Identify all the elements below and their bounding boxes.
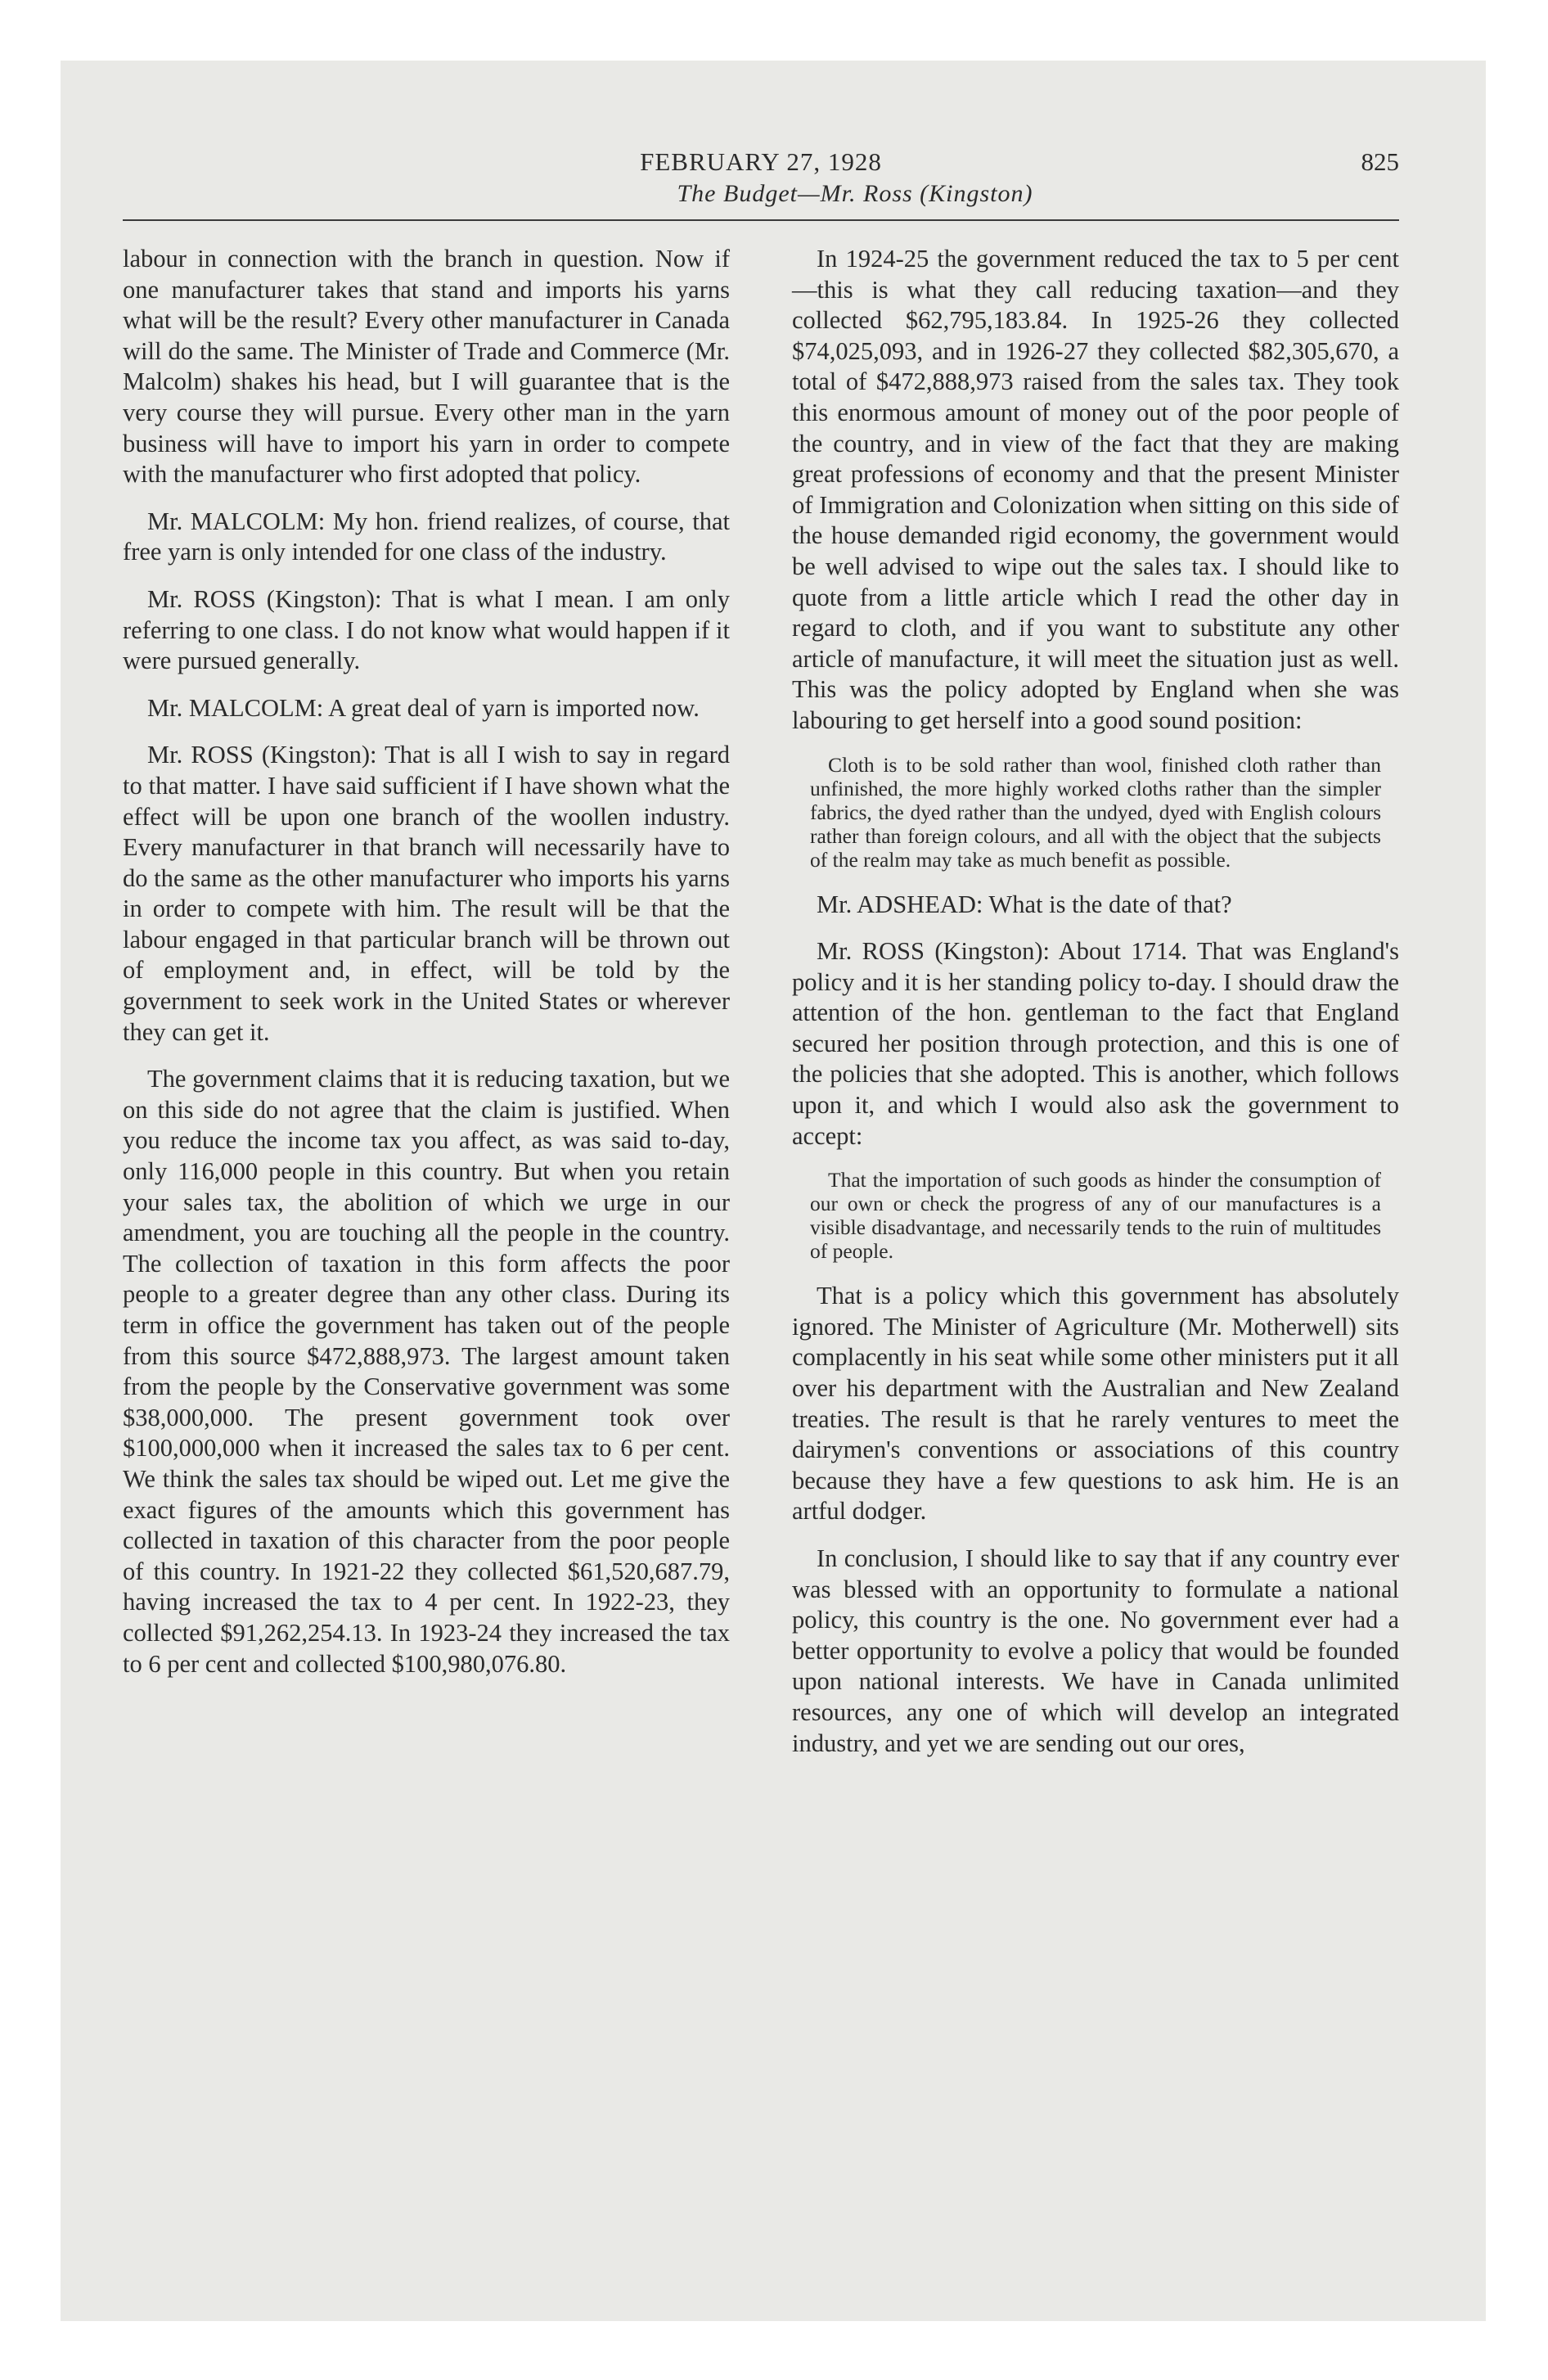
header-subtitle: The Budget—Mr. Ross (Kingston) bbox=[677, 180, 1033, 207]
hansard-page bbox=[123, 147, 1399, 2259]
paragraph: Mr. ROSS (Kingston): That is all I wish to say in regard to that matter. I have said sufficient if I have shown what the effect will be upon one branch of the woollen industry. Every manufacturer in that branch will necessarily have to do the same as the other manufacturer who imports his yarns in order to compete with him. The result will be that the labour engaged in that particular branch will be thrown out of employment and, in effect, will be told by the government to seek work in the United States or wherever they can get it. bbox=[123, 741, 730, 1046]
paragraph: Mr. ROSS (Kingston): About 1714. That was England's policy and it is her standing policy to-day. I should draw the attention of the hon. gentleman to the fact that England secured her position through protection, and this is one of the policies that she adopted. This is another, which follows upon it, and which I would also ask the government to accept: bbox=[792, 937, 1399, 1150]
right-column bbox=[792, 244, 1399, 1775]
paragraph: In 1924-25 the government reduced the tax to 5 per cent—this is what they call reducing taxation—and they collected $62,795,183.84. In 1925-26 they collected $74,025,093, and in 1926-27 they collected $82,305,670, a total of $472,888,973 raised from the sales tax. They took this enormous amount of money out of the poor people of the country, and in view of the fact that they are making great professions of economy and that the present Minister of Immigration and Colonization when sitting on this side of the house demanded rigid economy, the government would be well advised to wipe out the sales tax. I should like to quote from a little article which I read the other day in regard to cloth, and if you want to substitute any other article of manufacture, it will meet the situation just as well. This was the policy adopted by England when she was labouring to get herself into a good sound position: bbox=[792, 245, 1399, 734]
block-quote: Cloth is to be sold rather than wool, finished cloth rather than unfinished, the more highly worked cloths rather than the simpler fabrics, the dyed rather than the undyed, dyed with English colours rather than foreign colours, and all with the object that the subjects of the realm may take as much benefit as possible. bbox=[810, 752, 1381, 872]
paragraph: That is a policy which this government has absolutely ignored. The Minister of Agriculture (Mr. Motherwell) sits complacently in his seat while some other ministers put it all over his department with the Australian and New Zealand treaties. The result is that he rarely ventures to meet the dairymen's conventions or associations of this country because they have a few questions to ask him. He is an artful dodger. bbox=[792, 1282, 1399, 1526]
paragraph: Mr. MALCOLM: A great deal of yarn is imported now. bbox=[147, 693, 700, 722]
page-number: 825 bbox=[1361, 147, 1399, 176]
running-header bbox=[123, 147, 1399, 221]
paragraph: labour in connection with the branch in question. Now if one manufacturer takes that stand and imports his yarns what will be the result? Every other manufacturer in Canada will do the same. The Minister of Trade and Commerce (Mr. Malcolm) shakes his head, but I will guarantee that is the very course they will pursue. Every other man in the yarn business will have to import his yarn in order to compete with the manufacturer who first adopted that policy. bbox=[123, 245, 730, 489]
paragraph: In conclusion, I should like to say that if any country ever was blessed with an opportunity to formulate a national policy, this country is the one. No government ever had a better opportunity to evolve a policy that would be founded upon national interests. We have in Canada unlimited resources, any one of which will develop an integrated industry, and yet we are sending out our ores, bbox=[792, 1544, 1399, 1757]
header-date: FEBRUARY 27, 1928 bbox=[640, 147, 882, 176]
paragraph: Mr. ADSHEAD: What is the date of that? bbox=[817, 890, 1232, 918]
paragraph: Mr. MALCOLM: My hon. friend realizes, of course, that free yarn is only intended for one class of the industry. bbox=[123, 507, 730, 566]
block-quote: That the importation of such goods as hinder the consumption of our own or check the progress of any of our manufactures is a visible disadvantage, and necessarily tends to the ruin of multitudes of people. bbox=[810, 1168, 1381, 1264]
paragraph: The government claims that it is reducing taxation, but we on this side do not agree that the claim is justified. When you reduce the income tax you affect, as was said to-day, only 116,000 people in this country. But when you retain your sales tax, the abolition of which we urge in our amendment, you are touching all the people in the country. The collection of taxation in this form affects the poor people to a greater degree than any other class. During its term in office the government has taken out of the people from this source $472,888,973. The largest amount taken from the people by the Conservative government was some $38,000,000. The present government took over $100,000,000 when it increased the sales tax to 6 per cent. We think the sales tax should be wiped out. Let me give the exact figures of the amounts which this government has collected in taxation of this character from the poor people of this country. In 1921-22 they collected $61,520,687.79, having increased the tax to 4 per cent. In 1922-23, they collected $91,262,254.13. In 1923-24 they increased the tax to 6 per cent and collected $100,980,076.80. bbox=[123, 1065, 730, 1678]
paragraph: Mr. ROSS (Kingston): That is what I mean. I am only referring to one class. I do not know what would happen if it were pursued generally. bbox=[123, 584, 730, 675]
text-columns bbox=[123, 244, 1399, 1775]
left-column bbox=[123, 244, 730, 1775]
